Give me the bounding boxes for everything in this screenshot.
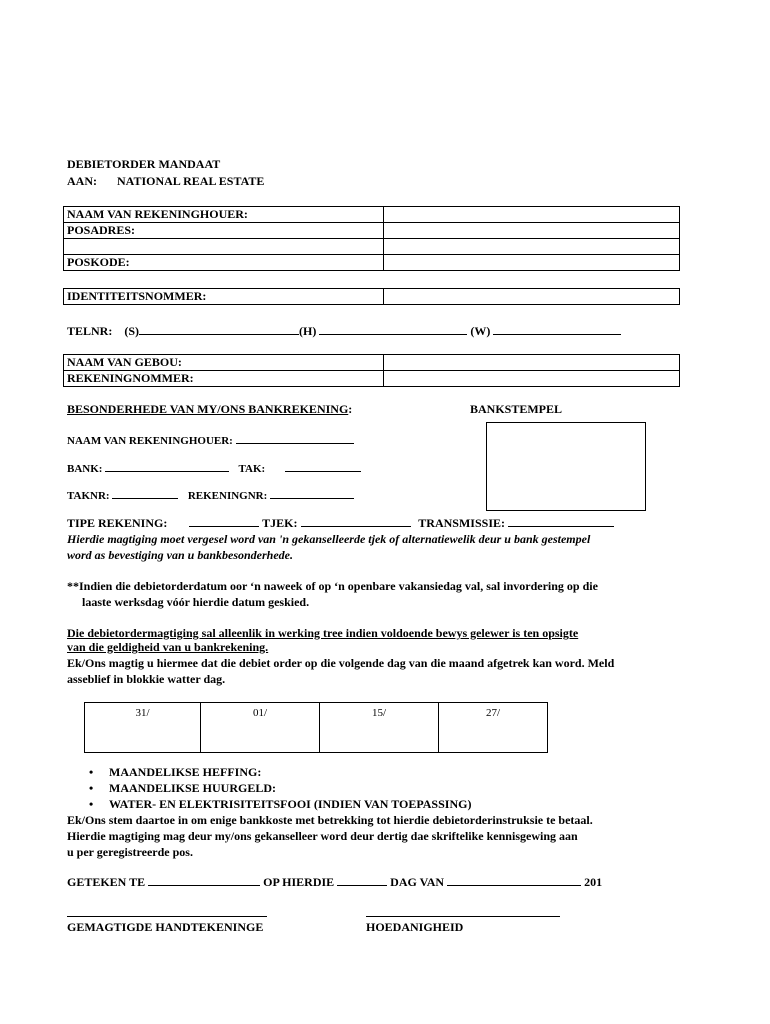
table-row <box>64 355 680 371</box>
branch-field[interactable] <box>285 461 361 472</box>
signed-at-label: GETEKEN TE <box>67 875 146 889</box>
addressee-value: NATIONAL REAL ESTATE <box>117 174 265 188</box>
postal-address-label: POSADRES: <box>64 223 384 239</box>
authorize-line2: asseblief in blokkie watter dag. <box>67 672 226 686</box>
telephone-row <box>67 324 621 339</box>
addressee <box>67 174 264 189</box>
telephone-s-field[interactable] <box>139 324 299 335</box>
list-item: • MAANDELIKSE HUURGELD: <box>67 780 471 796</box>
bank-details-heading-colon: : <box>348 402 353 416</box>
cheque-note-line1: Hierdie magtiging moet vergesel word van 'n gekanselleerde tjek of alternatiewelik deur u bank gestempel <box>67 532 591 546</box>
validity-note-line2: van die geldigheid van u bankrekening. <box>67 640 269 654</box>
day-of-label: DAG VAN <box>390 875 445 889</box>
table-row <box>64 289 680 305</box>
on-this-label: OP HIERDIE <box>263 875 335 889</box>
account-holder-table <box>63 206 680 271</box>
addressee-label: AAN: <box>67 174 97 188</box>
bank-stamp-box <box>486 422 646 511</box>
signed-at-field[interactable] <box>148 875 260 886</box>
signed-row <box>67 875 602 890</box>
table-row <box>64 223 680 239</box>
building-table <box>63 354 680 387</box>
consent-line1: Ek/Ons stem daartoe in om enige bankkoste met betrekking tot hierdie debietorderinstruksie te betaal. <box>67 813 593 827</box>
transmission-field[interactable] <box>508 516 614 527</box>
account-number-label: REKENINGNOMMER: <box>64 371 384 387</box>
account-holder-name-field[interactable] <box>384 207 680 223</box>
telephone-s-label: (S) <box>124 324 140 338</box>
table-row <box>64 255 680 271</box>
debit-day-15[interactable]: 15/ <box>320 703 439 753</box>
consent-line3: u per geregistreerde pos. <box>67 845 193 859</box>
debit-day-27[interactable]: 27/ <box>439 703 548 753</box>
telephone-w-field[interactable] <box>493 324 621 335</box>
day-field[interactable] <box>337 875 387 886</box>
bank-stamp-label: BANKSTEMPEL <box>470 402 563 416</box>
bank-field[interactable] <box>105 461 229 472</box>
building-name-field[interactable] <box>384 355 680 371</box>
cheque-field[interactable] <box>301 516 411 527</box>
cheque-label: TJEK: <box>262 516 298 530</box>
id-number-label: IDENTITEITSNOMMER: <box>64 289 384 305</box>
account-type-row <box>67 516 614 531</box>
bank-account-number-label: REKENINGNR: <box>187 490 268 502</box>
debit-day-31[interactable]: 31/ <box>85 703 201 753</box>
telephone-h-label: (H) <box>299 324 317 338</box>
table-row <box>64 207 680 223</box>
telephone-w-label: (W) <box>470 324 491 338</box>
bank-account-number-field[interactable] <box>270 488 354 499</box>
validity-note-line1: Die debietordermagtiging sal alleenlik in werking tree indien voldoende bewys gelewer is ten opsigte <box>67 626 579 640</box>
id-number-table <box>63 288 680 305</box>
consent-line2: Hierdie magtiging mag deur my/ons gekanselleer word deur dertig dae skriftelike kennisgewing aan <box>67 829 578 843</box>
bank-details-heading <box>67 402 352 417</box>
bank-holder-row <box>67 433 354 447</box>
postal-address-line2-field[interactable] <box>384 239 680 255</box>
account-type-label: TIPE REKENING: <box>67 516 168 530</box>
list-item: • MAANDELIKSE HEFFING: <box>67 764 471 780</box>
postal-code-field[interactable] <box>384 255 680 271</box>
debit-day-01[interactable]: 01/ <box>201 703 320 753</box>
capacity-line[interactable] <box>366 916 560 917</box>
telephone-h-field[interactable] <box>319 324 467 335</box>
id-number-field[interactable] <box>384 289 680 305</box>
branch-code-field[interactable] <box>112 488 178 499</box>
signature-label: GEMAGTIGDE HANDTEKENINGE <box>67 920 264 934</box>
bank-label: BANK: <box>67 463 103 475</box>
branch-code-label: TAKNR: <box>67 490 110 502</box>
transmission-label: TRANSMISSIE: <box>418 516 505 530</box>
table-row <box>64 239 680 255</box>
document-title: DEBIETORDER MANDAAT <box>67 157 221 171</box>
signature-line[interactable] <box>67 916 267 917</box>
bank-holder-field[interactable] <box>236 433 354 444</box>
postal-code-label: POSKODE: <box>64 255 384 271</box>
list-item: • WATER- EN ELEKTRISITEITSFOOI (INDIEN VAN TOEPASSING) <box>67 796 471 812</box>
capacity-label: HOEDANIGHEID <box>366 920 464 934</box>
authorize-line1: Ek/Ons magtig u hiermee dat die debiet order op die volgende dag van die maand afgetrek kan word. Meld <box>67 656 615 670</box>
weekend-note-line1: **Indien die debietorderdatum oor ‘n naweek of op ‘n openbare vakansiedag val, sal invordering op die <box>67 579 598 593</box>
month-field[interactable] <box>447 875 581 886</box>
postal-address-line2-label <box>64 239 384 255</box>
postal-address-field[interactable] <box>384 223 680 239</box>
bank-holder-label: NAAM VAN REKENINGHOUER: <box>67 435 233 447</box>
branch-code-row <box>67 488 354 502</box>
account-type-field[interactable] <box>189 516 259 527</box>
fee-list <box>67 764 471 812</box>
cheque-note-line2: word as bevestiging van u bankbesonderhede. <box>67 548 294 562</box>
account-number-field[interactable] <box>384 371 680 387</box>
bank-details-heading-text: BESONDERHEDE VAN MY/ONS BANKREKENING <box>67 402 349 416</box>
debit-day-table <box>84 702 548 753</box>
weekend-note-line2: laaste werksdag vóór hierdie datum geskied. <box>82 595 310 609</box>
account-holder-name-label: NAAM VAN REKENINGHOUER: <box>64 207 384 223</box>
table-row <box>64 371 680 387</box>
year-prefix: 201 <box>584 875 603 889</box>
building-name-label: NAAM VAN GEBOU: <box>64 355 384 371</box>
table-row <box>85 703 548 753</box>
branch-label: TAK: <box>238 463 266 475</box>
bank-row <box>67 461 361 475</box>
telephone-label: TELNR: <box>67 324 113 338</box>
